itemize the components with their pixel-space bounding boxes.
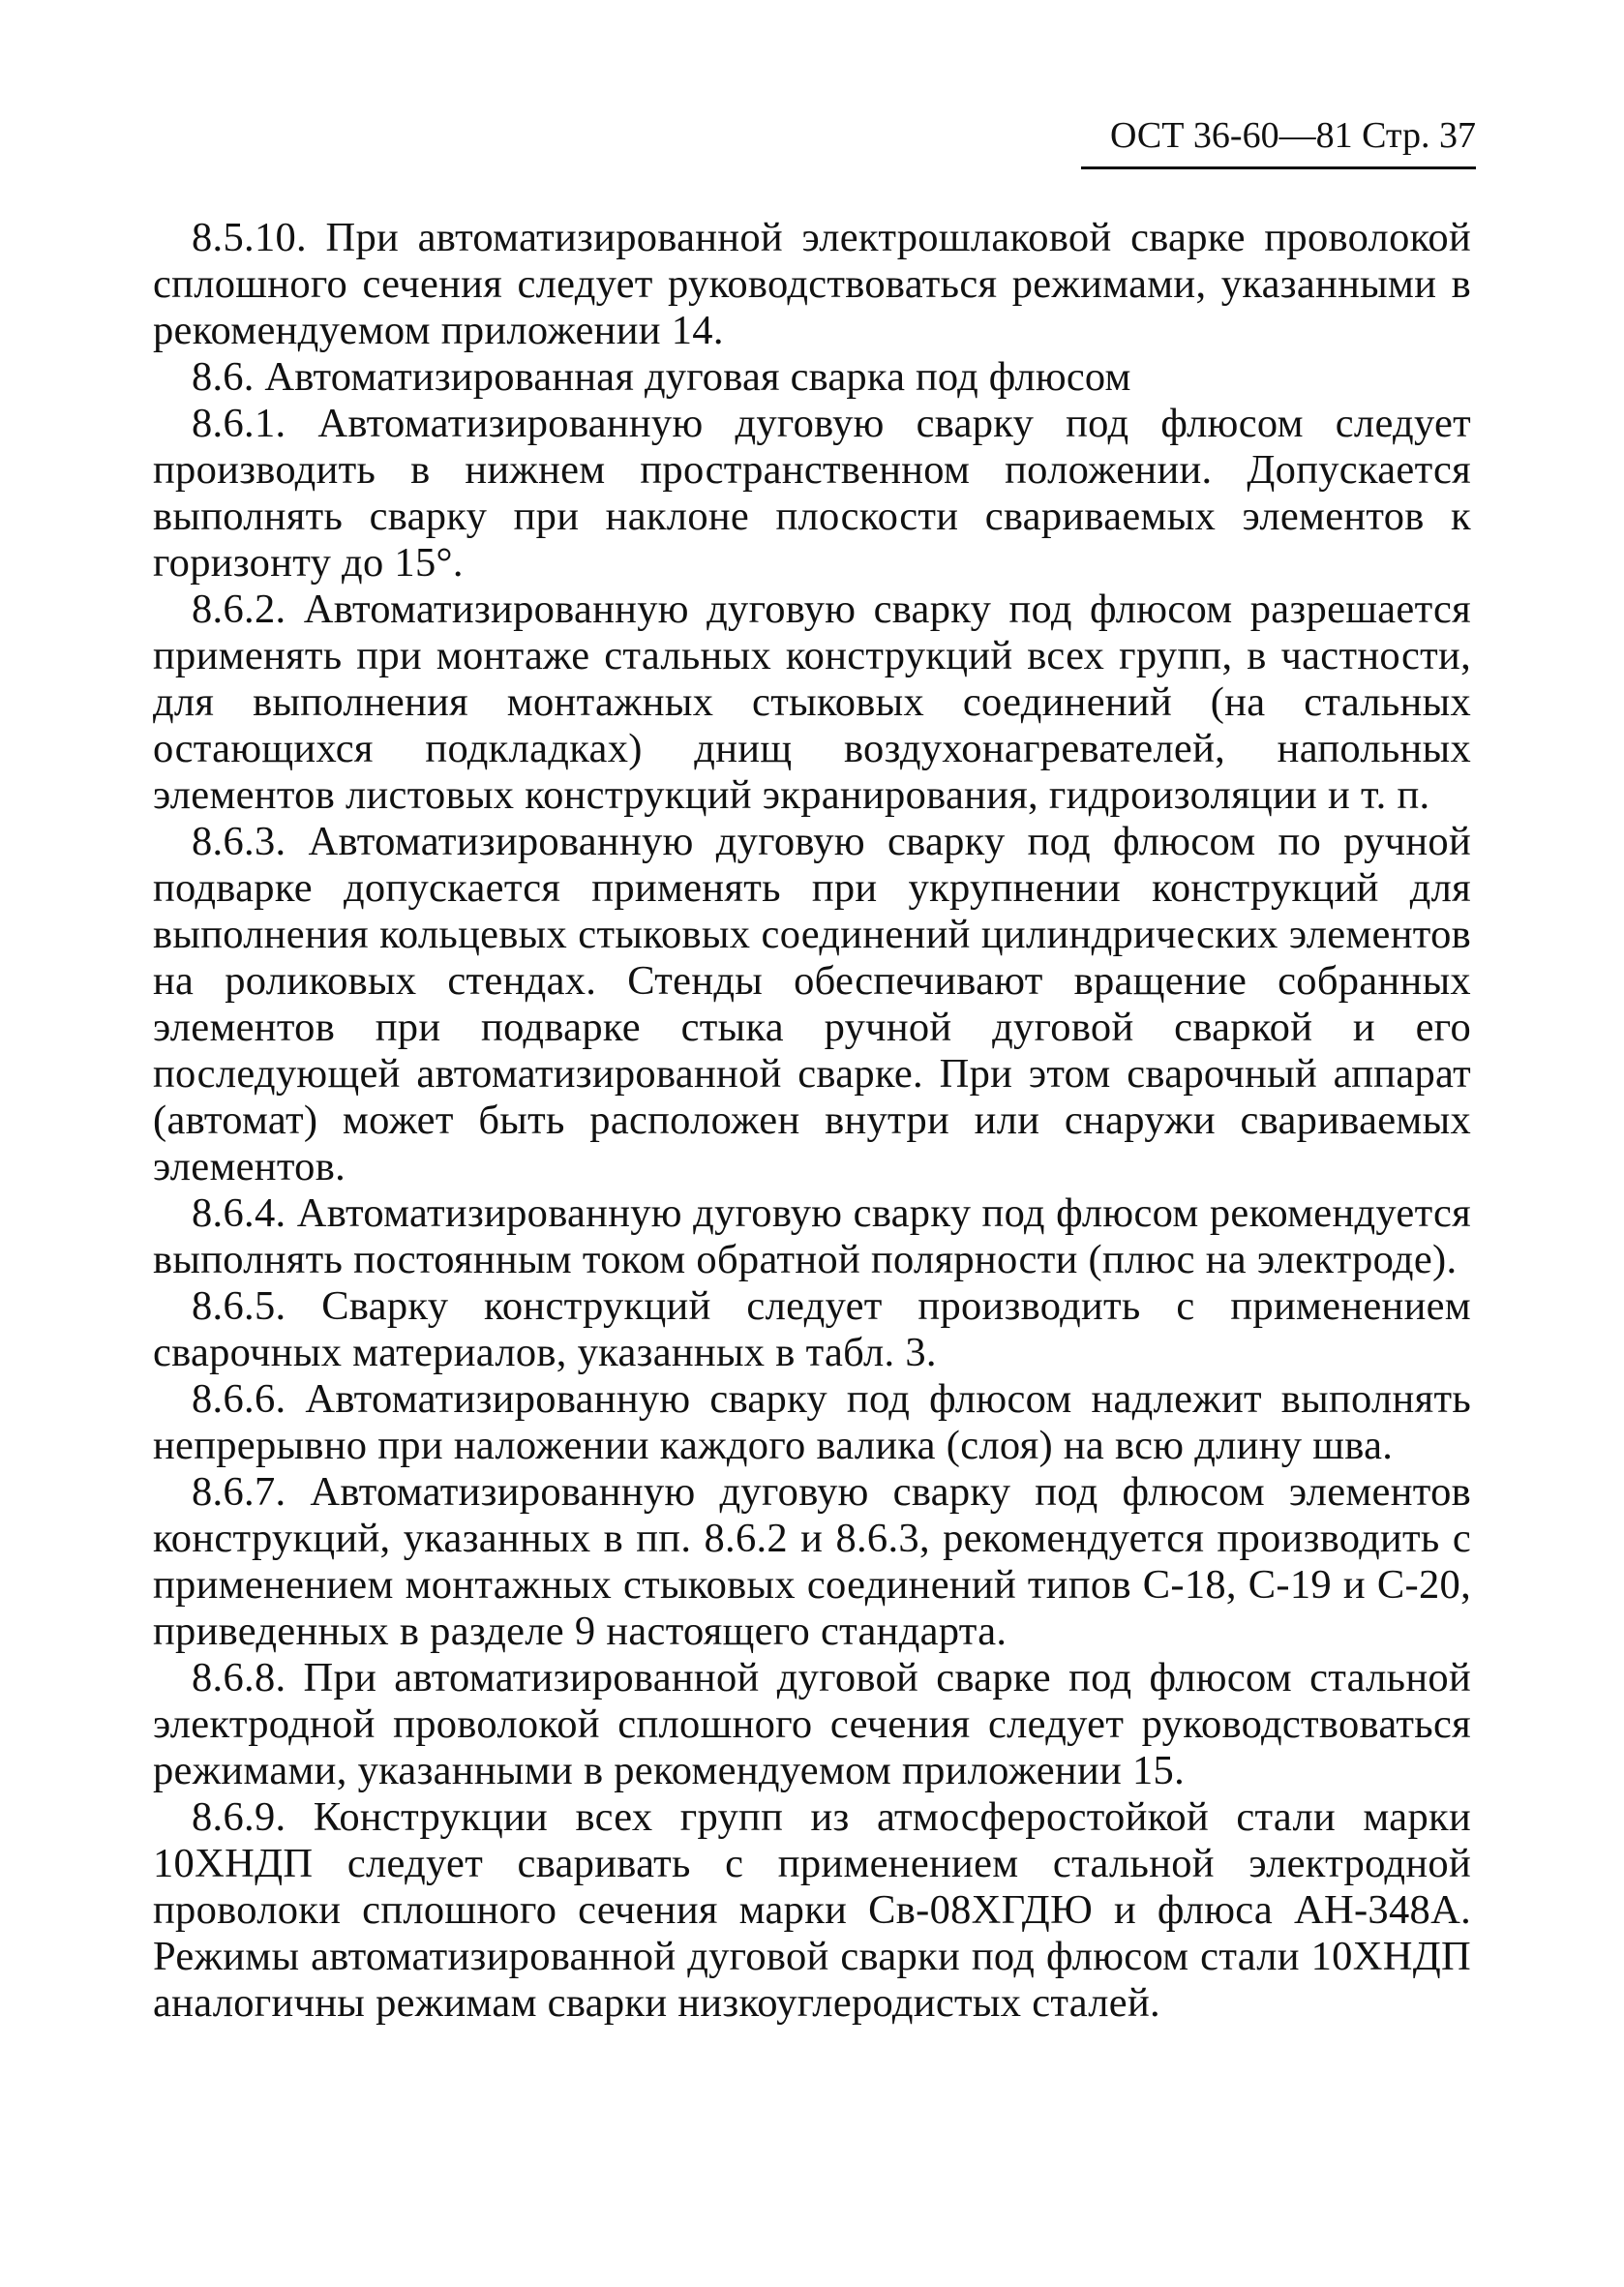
paragraph-8-6-8: 8.6.8. При автоматизированной дуговой сварке под флюсом стальной электродной проволокой сплошного сечения следует руководствоваться режимами, указанными в рекомендуемом приложении 15.	[153, 1655, 1471, 1793]
paragraph-8-6-7: 8.6.7. Автоматизированную дуговую сварку под флюсом элементов конструкций, указанных в пп. 8.6.2 и 8.6.3, рекомендуется производить с применением монтажных стыковых соединений типов С-18, С-19 и С-20, приведенных в разделе 9 настоящего стандарта.	[153, 1469, 1471, 1654]
paragraph-8-6-1: 8.6.1. Автоматизированную дуговую сварку под флюсом следует производить в нижнем пространственном положении. Допускается выполнять сварку при наклоне плоскости свариваемых элементов к горизонту до 15°.	[153, 401, 1471, 586]
paragraph-8-6-2: 8.6.2. Автоматизированную дуговую сварку под флюсом разрешается применять при монтаже стальных конструкций всех групп, в частности, для выполнения монтажных стыковых соединений (на стальных остающихся подкладках) днищ воздухонагревателей, напольных элементов листовых конструкций экранирования, гидроизоляции и т. п.	[153, 587, 1471, 818]
paragraph-8-6-4: 8.6.4. Автоматизированную дуговую сварку под флюсом рекомендуется выполнять постоянным током обратной полярности (плюс на электроде).	[153, 1190, 1471, 1282]
paragraph-8-6-9: 8.6.9. Конструкции всех групп из атмосферостойкой стали марки 10ХНДП следует сваривать с применением стальной электродной проволоки сплошного сечения марки Св-08ХГДЮ и флюса АН-348А. Режимы автоматизированной дуговой сварки под флюсом стали 10ХНДП аналогичны режимам сварки низкоуглеродистых сталей.	[153, 1794, 1471, 2026]
paragraph-8-6-6: 8.6.6. Автоматизированную сварку под флюсом надлежит выполнять непрерывно при наложении каждого валика (слоя) на всю длину шва.	[153, 1376, 1471, 1468]
body-text	[153, 215, 1471, 2027]
paragraph-8-5-10: 8.5.10. При автоматизированной электрошлаковой сварке проволокой сплошного сечения следует руководствоваться режимами, указанными в рекомендуемом приложении 14.	[153, 215, 1471, 353]
section-heading-8-6: 8.6. Автоматизированная дуговая сварка под флюсом	[192, 354, 1131, 400]
paragraph-8-6-3: 8.6.3. Автоматизированную дуговую сварку под флюсом по ручной подварке допускается применять при укрупнении конструкций для выполнения кольцевых стыковых соединений цилиндрических элементов на роликовых стендах. Стенды обеспечивают вращение собранных элементов при подварке стыка ручной дуговой сваркой и его последующей автоматизированной сварке. При этом сварочный аппарат (автомат) может быть расположен внутри или снаружи свариваемых элементов.	[153, 819, 1471, 1189]
paragraph-8-6-5: 8.6.5. Сварку конструкций следует производить с применением сварочных материалов, указанных в табл. 3.	[153, 1283, 1471, 1375]
header-underline	[1081, 166, 1476, 169]
page-header: ОСТ 36-60—81 Стр. 37	[1109, 115, 1476, 156]
